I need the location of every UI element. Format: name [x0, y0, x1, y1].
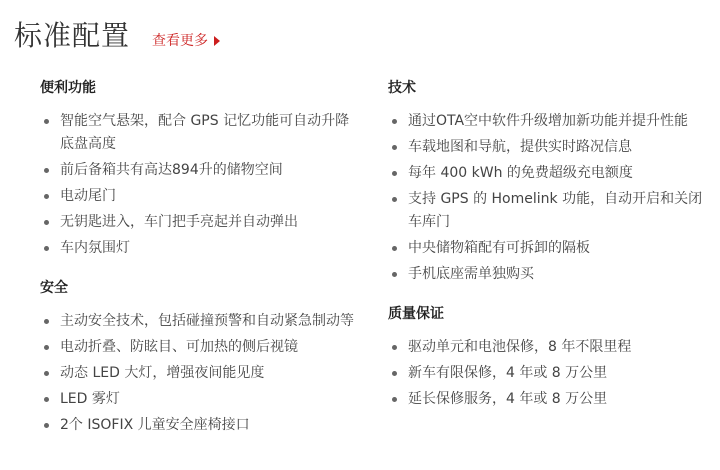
bullet-icon — [392, 397, 397, 402]
bullet-icon — [44, 397, 49, 402]
bullet-icon — [392, 145, 397, 150]
item-text: 智能空气悬架，配合 GPS 记忆功能可自动升降底盘高度 — [60, 113, 350, 152]
list-item — [40, 237, 360, 260]
section-warranty — [388, 302, 708, 411]
bullet-icon — [392, 371, 397, 376]
item-text: 驱动单元和电池保修，8 年不限里程 — [408, 339, 632, 355]
left-column — [40, 76, 360, 453]
bullet-icon — [392, 272, 397, 277]
section-title: 便利功能 — [40, 80, 96, 96]
bullet-icon — [44, 194, 49, 199]
list-item — [388, 188, 708, 234]
section-title: 技术 — [388, 80, 416, 96]
item-text: 新车有限保修，4 年或 8 万公里 — [408, 365, 608, 381]
feature-list — [388, 110, 708, 286]
list-item — [40, 310, 360, 333]
item-text: 主动安全技术，包括碰撞预警和自动紧急制动等 — [60, 313, 354, 329]
bullet-icon — [44, 220, 49, 225]
bullet-icon — [392, 171, 397, 176]
item-text: 电动折叠、防眩目、可加热的侧后视镜 — [60, 339, 298, 355]
section-title: 安全 — [40, 280, 68, 296]
view-more-link[interactable] — [152, 30, 220, 50]
bullet-icon — [392, 345, 397, 350]
list-item — [40, 414, 360, 437]
feature-list — [40, 310, 360, 437]
page-header — [14, 14, 220, 54]
bullet-icon — [392, 246, 397, 251]
feature-list — [388, 336, 708, 411]
section-title: 质量保证 — [388, 306, 444, 322]
item-text: 每年 400 kWh 的免费超级充电额度 — [408, 165, 633, 181]
item-text: 车载地图和导航，提供实时路况信息 — [408, 139, 632, 155]
list-item — [388, 263, 708, 286]
item-text: 支持 GPS 的 Homelink 功能，自动开启和关闭车库门 — [408, 191, 703, 230]
caret-right-icon — [214, 36, 220, 46]
list-item — [40, 211, 360, 234]
list-item — [40, 110, 360, 156]
list-item — [388, 388, 708, 411]
list-item — [40, 336, 360, 359]
list-item — [388, 237, 708, 260]
list-item — [388, 136, 708, 159]
item-text: 无钥匙进入，车门把手亮起并自动弹出 — [60, 214, 298, 230]
item-text: LED 雾灯 — [60, 391, 120, 407]
item-text: 通过OTA空中软件升级增加新功能并提升性能 — [408, 113, 689, 129]
view-more-label: 查看更多 — [152, 33, 209, 49]
item-text: 动态 LED 大灯，增强夜间能见度 — [60, 365, 265, 381]
right-column — [388, 76, 708, 427]
bullet-icon — [44, 168, 49, 173]
bullet-icon — [44, 119, 49, 124]
list-item — [388, 336, 708, 359]
bullet-icon — [44, 371, 49, 376]
list-item — [40, 185, 360, 208]
list-item — [388, 110, 708, 133]
feature-list — [40, 110, 360, 260]
bullet-icon — [44, 319, 49, 324]
section-safety — [40, 276, 360, 437]
list-item — [40, 362, 360, 385]
item-text: 前后备箱共有高达894升的储物空间 — [60, 162, 283, 178]
item-text: 电动尾门 — [60, 188, 116, 204]
bullet-icon — [44, 246, 49, 251]
bullet-icon — [392, 197, 397, 202]
section-technology — [388, 76, 708, 286]
list-item — [40, 159, 360, 182]
item-text: 2个 ISOFIX 儿童安全座椅接口 — [60, 417, 250, 433]
list-item — [40, 388, 360, 411]
list-item — [388, 162, 708, 185]
item-text: 手机底座需单独购买 — [408, 266, 534, 282]
section-convenience — [40, 76, 360, 260]
item-text: 延长保修服务，4 年或 8 万公里 — [408, 391, 608, 407]
page-title: 标准配置 — [14, 19, 131, 52]
list-item — [388, 362, 708, 385]
bullet-icon — [44, 345, 49, 350]
item-text: 车内氛围灯 — [60, 240, 130, 256]
item-text: 中央储物箱配有可拆卸的隔板 — [408, 240, 590, 256]
bullet-icon — [44, 423, 49, 428]
bullet-icon — [392, 119, 397, 124]
